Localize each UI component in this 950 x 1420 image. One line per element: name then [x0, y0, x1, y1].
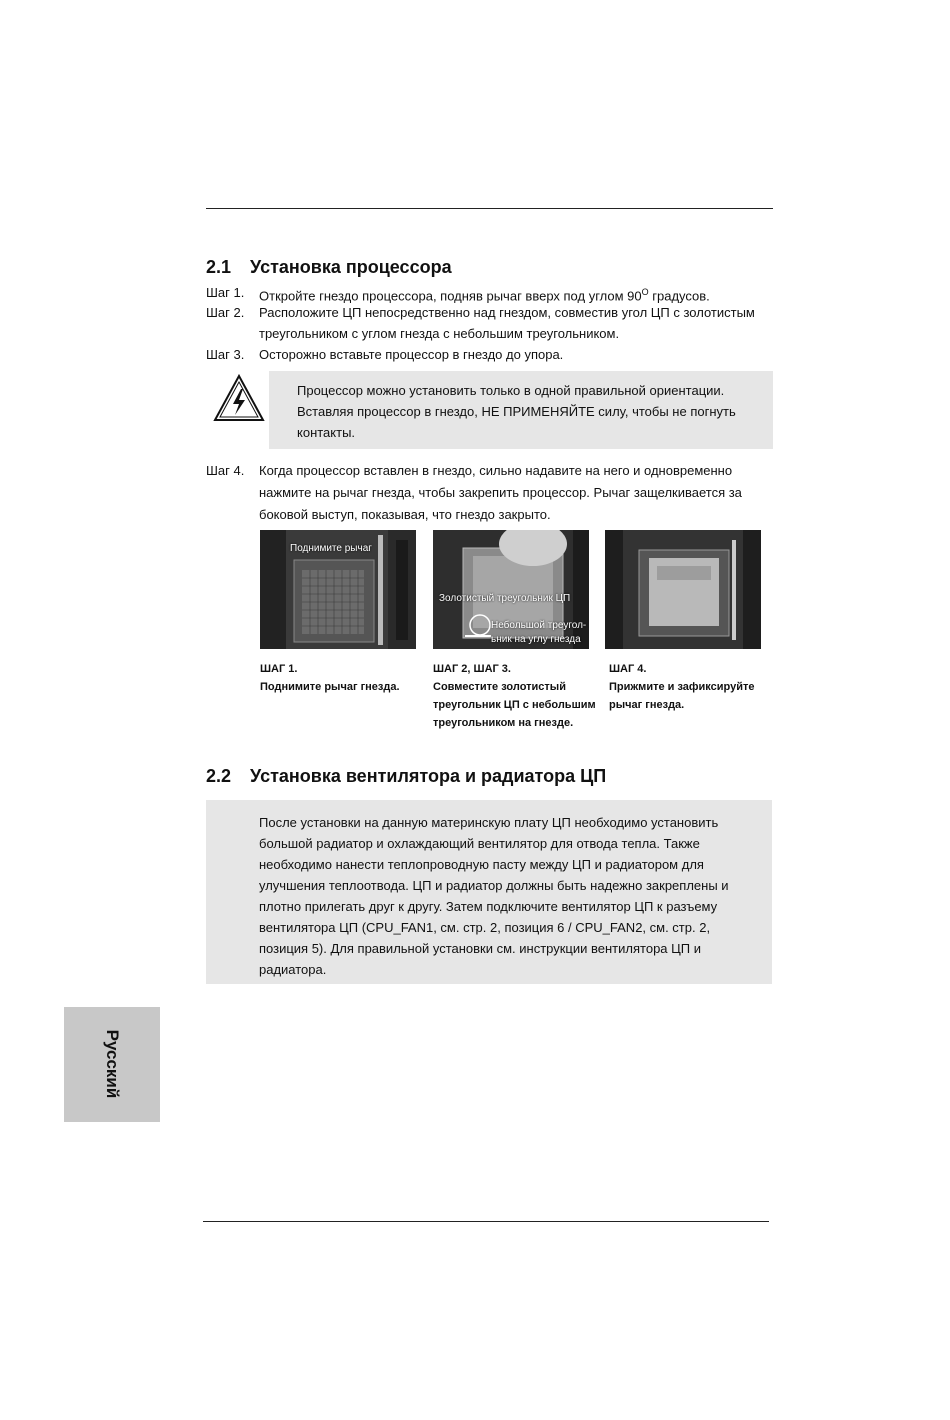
section-title: Установка процессора	[250, 257, 452, 277]
section-title: Установка вентилятора и радиатора ЦП	[250, 766, 607, 786]
caption-text: Совместите золотистый треугольник ЦП с небольшим треугольником на гнезде.	[433, 681, 596, 729]
photo-overlay-label: Небольшой треугол-	[491, 620, 587, 631]
caption-text: Прижмите и зафиксируйте рычаг гнезда.	[609, 681, 755, 711]
photo-caption-2	[433, 660, 601, 732]
caption-title: ШАГ 2, ШАГ 3.	[433, 663, 511, 675]
photo-overlay-label: ьник на углу гнезда	[491, 634, 581, 645]
photo-overlay-label: Поднимите рычаг	[290, 543, 372, 554]
step-label: Шаг 3.	[206, 347, 245, 362]
step-1	[206, 282, 776, 303]
photo-caption-3	[609, 660, 759, 714]
step-text: Откройте гнездо процессора, подняв рычаг вверх под углом $90^O$ градусов.	[259, 287, 710, 304]
bottom-rule	[203, 1221, 769, 1222]
top-rule	[206, 208, 773, 209]
fan-heatsink-note	[206, 800, 772, 984]
step-text: Когда процессор вставлен в гнездо, сильно надавите на него и одновременно нажмите на рычаг гнезда, чтобы закрепить процессор. Рычаг защелкивается за боковой выступ, показывая, что гнездо закрыто.	[259, 463, 742, 522]
step-text: Расположите ЦП непосредственно над гнездом, совместив угол ЦП с золотистым треугольником с углом гнезда с небольшим треугольником.	[259, 305, 755, 341]
step-4	[206, 460, 776, 526]
language-side-tab	[64, 1007, 160, 1122]
step-label: Шаг 4.	[206, 463, 245, 478]
language-label: Русский	[103, 1029, 122, 1099]
high-voltage-warning-icon	[212, 373, 266, 423]
caption-text: Поднимите рычаг гнезда.	[260, 681, 400, 693]
section-2-2-heading	[206, 766, 606, 787]
photo-overlay-label: Золотистый треугольник ЦП	[439, 593, 571, 604]
section-2-1-heading	[206, 257, 452, 278]
warning-note	[269, 371, 773, 449]
caption-title: ШАГ 1.	[260, 663, 298, 675]
step-text: Осторожно вставьте процессор в гнездо до упора.	[259, 347, 564, 362]
photo-step-4-lock-lever	[605, 530, 761, 649]
section-number: 2.2	[206, 766, 232, 786]
step-3	[206, 344, 776, 365]
caption-title: ШАГ 4.	[609, 663, 647, 675]
section-number: 2.1	[206, 257, 232, 277]
warning-text: Процессор можно установить только в одной правильной ориентации. Вставляя процессор в гнездо, НЕ ПРИМЕНЯЙТЕ силу, чтобы не погнуть контакты.	[297, 383, 736, 440]
step-label: Шаг 1.	[206, 285, 245, 300]
photo-step-2-3-align-cpu	[433, 530, 589, 649]
step-2	[206, 302, 776, 344]
step-label: Шаг 2.	[206, 305, 245, 320]
photo-step-1-open-socket	[260, 530, 416, 649]
section-body-text: После установки на данную материнскую плату ЦП необходимо установить большой радиатор и охлаждающий вентилятор для отвода тепла. Также необходимо нанести теплопроводную пасту между ЦП и радиатором для улучшения теплоотвода. ЦП и радиатор должны быть надежно закреплены и плотно прилегать друг к другу. Затем подключите вентилятор ЦП к разъему вентилятора ЦП (CPU_FAN1, см. стр. 2, позиция 6 / CPU_FAN2, см. стр. 2, позиция 5). Для правильной установки см. инструкции вентилятора ЦП и радиатора.	[259, 815, 729, 977]
photo-caption-1	[260, 660, 425, 696]
